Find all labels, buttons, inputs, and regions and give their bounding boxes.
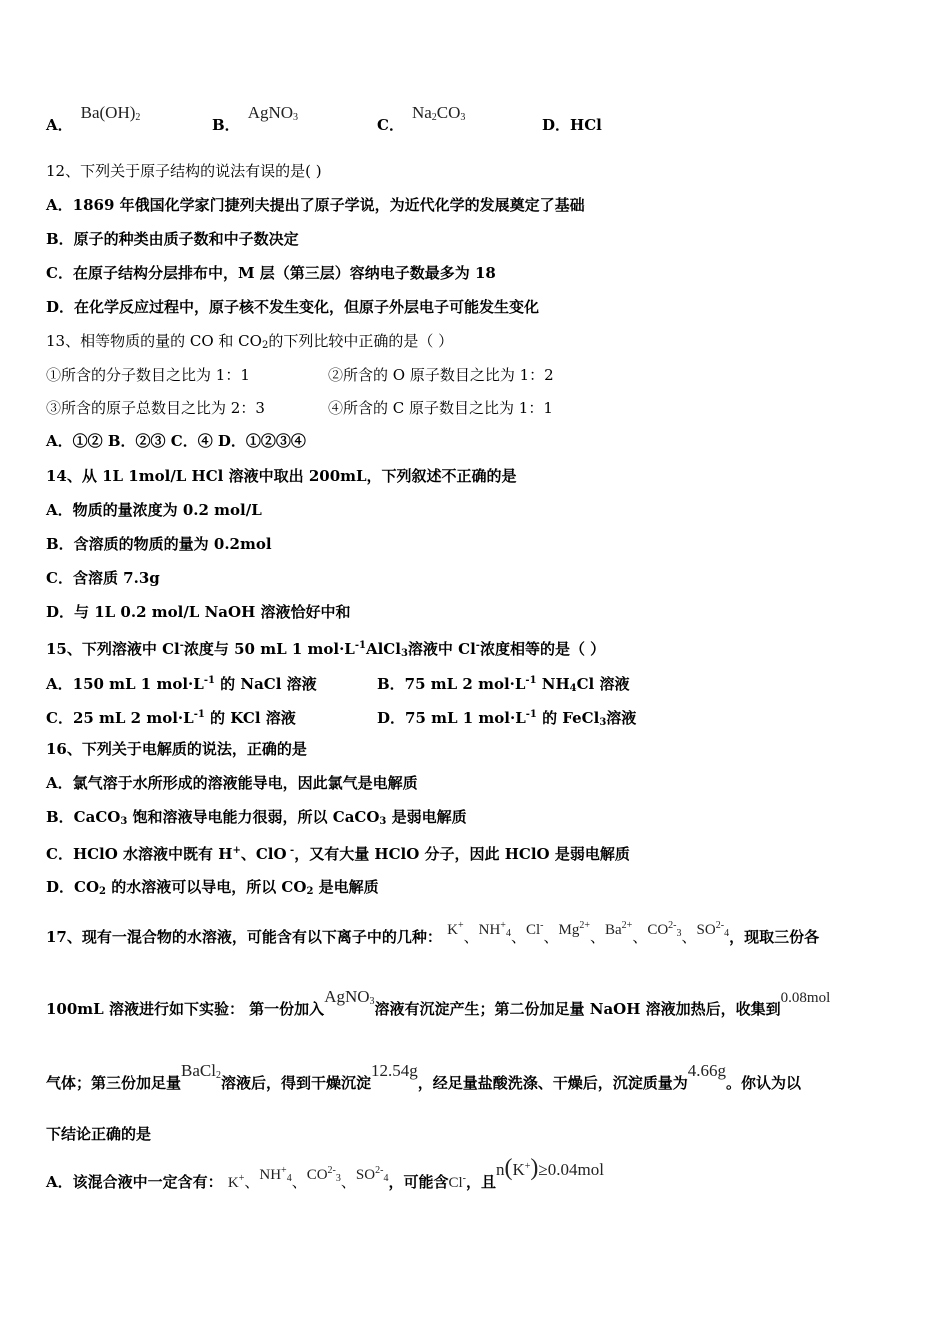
q13-statement-4: ④所含的 C 原子数目之比为 1：1	[328, 399, 553, 417]
q14-option-b: B．含溶质的物质的量为 0.2mol	[46, 535, 272, 553]
q15-option-b: B．75 mL 2 $mol\cdot L^{-1}$ $NH_4Cl$ 溶液	[377, 675, 630, 694]
q16-option-a: A．氯气溶于水所形成的溶液能导电，因此氯气是电解质	[46, 774, 418, 792]
q15-options-row2	[46, 705, 637, 728]
q17-a-ion-nh4: $NH^+_4$	[259, 1165, 292, 1184]
q13-statements-row2	[46, 398, 553, 418]
q11-option-d: D．HCl	[542, 116, 602, 134]
q17-a-ion-co3: $CO^{2-}_3$	[306, 1165, 341, 1184]
q17-a-ion-k: K+	[227, 1173, 245, 1191]
q12-option-a: A．1869 年俄国化学家门捷列夫提出了原子学说，为近代化学的发展奠定了基础	[46, 196, 585, 214]
q16-option-d: D．$CO_2$ 的水溶液可以导电，所以 $CO_2$ 是电解质	[46, 878, 379, 897]
q12-option-d: D．在化学反应过程中，原子核不发生变化，但原子外层电子可能发生变化	[46, 298, 540, 316]
q17-precipitate-mass: 12.54g	[370, 1061, 418, 1080]
q17-ion-k: K+	[447, 920, 464, 938]
q13-options: A．①② B．②③ C．④ D．①②③④	[46, 432, 306, 450]
q17-ion-ba: $Ba^{2+}$	[605, 920, 633, 938]
q16-option-c: C．HClO 水溶液中既有 H+、ClO -，又有大量 HClO 分子，因此 HClO 是弱电解质	[46, 845, 630, 863]
q13-statement-3: ③所含的原子总数目之比为 2：3	[46, 399, 265, 417]
q15-option-d: D．75 mL 1 $mol\cdot L^{-1}$ 的 FeCl$_3$溶液	[377, 709, 637, 728]
q16-stem: 16、下列关于电解质的说法，正确的是	[46, 740, 307, 758]
q11-option-a: A．$Ba(OH)_2$	[46, 103, 141, 134]
q17-a-ion-cl: Cl-	[448, 1173, 466, 1191]
q14-option-a: A．物质的量浓度为 0.2 mol/L	[46, 501, 262, 519]
q17-a-condition: n(K+)≥0.04mol	[496, 1155, 604, 1181]
q13-statements-row1	[46, 365, 554, 385]
q17-residue-mass: 4.66g	[687, 1061, 726, 1080]
q11-option-b: B．AgNO$_3$	[212, 103, 299, 134]
q17-a-ion-so4: $SO^{2-}_4$	[355, 1165, 389, 1184]
q12-stem: 12、下列关于原子结构的说法有误的是( )	[46, 162, 322, 180]
q15-options-row1	[46, 671, 630, 694]
q17-stem-line3: 气体；第三份加足量BaCl$_2$溶液后，得到干燥沉淀12.54g，经足量盐酸洗涤、干燥后，沉淀质量为4.66g。你认为以	[46, 1061, 802, 1092]
q11-option-c: C．$Na_2CO_3$	[377, 103, 466, 134]
q13-statement-2: ②所含的 O 原子数目之比为 1：2	[328, 366, 554, 384]
q17-agno3: AgNO$_3$	[324, 987, 375, 1007]
q17-gas-amount: 0.08mol	[780, 990, 831, 1006]
q12-option-c: C．在原子结构分层排布中，M 层（第三层）容纳电子数最多为 18	[46, 264, 496, 282]
q13-statement-1: ①所含的分子数目之比为 1：1	[46, 366, 250, 384]
q17-option-a: A．该混合液中一定含有： K+、$NH^+_4$、$CO^{2-}_3$、$SO^{2-}_4$，可能含Cl-，且n(K+)≥0.04mol	[46, 1155, 604, 1191]
q17-ion-nh4: $NH^+_4$	[478, 920, 511, 939]
q17-stem-line4: 下结论正确的是	[46, 1125, 152, 1143]
q15-option-c: C．25 mL 2 $mol\cdot L^{-1}$ 的 KCl 溶液	[46, 709, 296, 727]
q14-option-d: D．与 1L 0.2 mol/L NaOH 溶液恰好中和	[46, 603, 351, 621]
q17-stem-line2: 100mL 溶液进行如下实验： 第一份加入AgNO$_3$溶液有沉淀产生；第二份加足量 NaOH 溶液加热后，收集到0.08mol	[46, 987, 831, 1018]
q15-stem: 15、下列溶液中 Cl-浓度与 50 mL 1 $mol\cdot L^{-1}AlCl_3$溶液中 Cl-浓度相等的是（ ）	[46, 640, 606, 659]
q15-option-a: A．150 mL 1 $mol\cdot L^{-1}$ 的 NaCl 溶液	[46, 675, 317, 693]
q12-option-b: B．原子的种类由质子数和中子数决定	[46, 230, 299, 248]
q17-bacl2: BaCl$_2$	[181, 1061, 221, 1081]
q17-ion-so4: $SO^{2-}_4$	[696, 920, 730, 939]
q14-option-c: C．含溶质 7.3g	[46, 569, 160, 587]
q17-stem-line1: 17、现有一混合物的水溶液，可能含有以下离子中的几种： K+、$NH^+_4$、Cl-、$Mg^{2+}$、$Ba^{2+}$、$CO^{2-}_3$、$SO^{2-}_4$，现取三份各	[46, 920, 820, 946]
q14-stem: 14、从 1L 1mol/L HCl 溶液中取出 200mL，下列叙述不正确的是	[46, 467, 517, 485]
q17-ion-mg: $Mg^{2+}$	[558, 920, 590, 938]
q17-ion-cl: Cl-	[525, 920, 544, 938]
q13-stem: 13、相等物质的量的 CO 和 $CO_2$的下列比较中正确的是（ ）	[46, 332, 454, 351]
q17-ion-co3: $CO^{2-}_3$	[647, 920, 682, 939]
q16-option-b: B．CaCO$_3$ 饱和溶液导电能力很弱，所以 CaCO$_3$ 是弱电解质	[46, 808, 467, 827]
